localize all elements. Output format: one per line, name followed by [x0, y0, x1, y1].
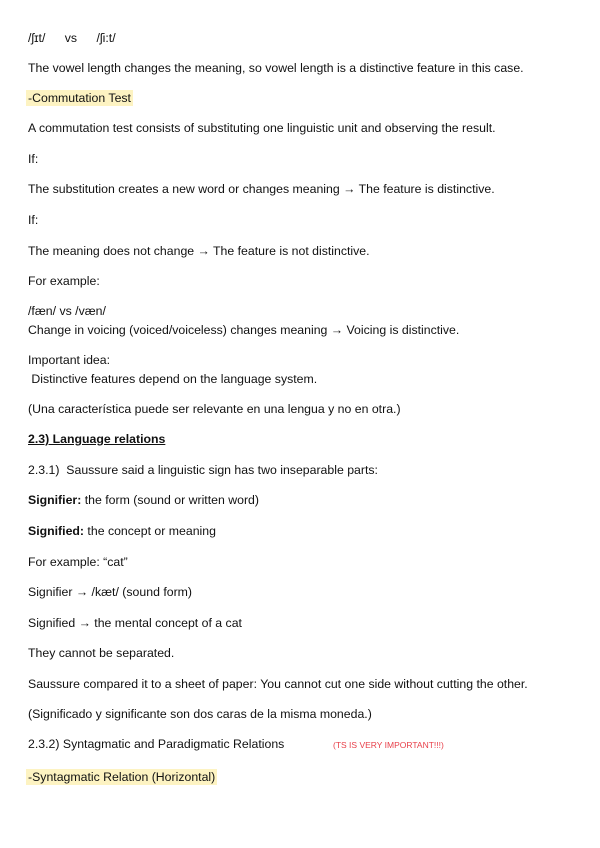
spanish-note-1: (Una característica puede ser relevante en una lengua y no en otra.)	[28, 402, 401, 416]
phonemic-pair	[28, 31, 116, 46]
subsection-heading-relations: 2.3.2) Syntagmatic and Paradigmatic Relations	[28, 737, 285, 751]
signifier-example: Signifier → /kæt/ (sound form)	[28, 585, 193, 599]
condition-if-1: If:	[28, 152, 39, 166]
signified-line	[28, 524, 216, 539]
for-example-label: For example:	[28, 274, 100, 288]
paragraph-distinctive: The substitution creates a new word or changes meaning → The feature is distinctive.	[28, 182, 495, 196]
paragraph-not-distinctive: The meaning does not change → The feature is not distinctive.	[28, 244, 370, 258]
signified-definition: the concept or meaning	[84, 524, 216, 538]
signifier-definition: the form (sound or written word)	[81, 493, 259, 507]
spanish-note-2: (Significado y significante son dos caras de la misma moneda.)	[28, 707, 372, 721]
phonemic-word-b: /ʃi:t/	[96, 31, 116, 45]
important-idea-label: Important idea:	[28, 353, 111, 367]
section-heading-language-relations: 2.3) Language relations	[28, 432, 166, 446]
highlighted-heading: -Commutation Test	[28, 91, 131, 105]
paragraph-language-system: Distinctive features depend on the language system.	[28, 372, 318, 386]
heading-syntagmatic	[28, 770, 217, 785]
versus-text: vs	[64, 31, 78, 45]
signified-example: Signified → the mental concept of a cat	[28, 616, 242, 630]
example-fan-van: /fæn/ vs /væn/	[28, 304, 106, 318]
paragraph-inseparable: They cannot be separated.	[28, 646, 175, 660]
paragraph-saussure-sign: 2.3.1) Saussure said a linguistic sign has two inseparable parts:	[28, 463, 378, 477]
signifier-term: Signifier:	[28, 493, 82, 507]
signified-term: Signified:	[28, 524, 85, 538]
paragraph-voicing: Change in voicing (voiced/voiceless) changes meaning → Voicing is distinctive.	[28, 323, 460, 337]
phonemic-word-a: /ʃɪt/	[28, 31, 46, 45]
paragraph-sheet-of-paper: Saussure compared it to a sheet of paper: You cannot cut one side without cutting the other.	[28, 677, 528, 691]
paragraph-commutation-definition: A commutation test consists of substituting one linguistic unit and observing the result.	[28, 121, 496, 135]
heading-commutation-test	[28, 91, 133, 106]
signifier-line	[28, 493, 259, 508]
example-cat: For example: “cat”	[28, 555, 128, 569]
paragraph-vowel-length: The vowel length changes the meaning, so vowel length is a distinctive feature in this case.	[28, 61, 524, 75]
condition-if-2: If:	[28, 213, 39, 227]
highlighted-heading-syntagmatic: -Syntagmatic Relation (Horizontal)	[28, 770, 216, 784]
importance-note: (TS IS VERY IMPORTANT!!!)	[333, 740, 444, 750]
